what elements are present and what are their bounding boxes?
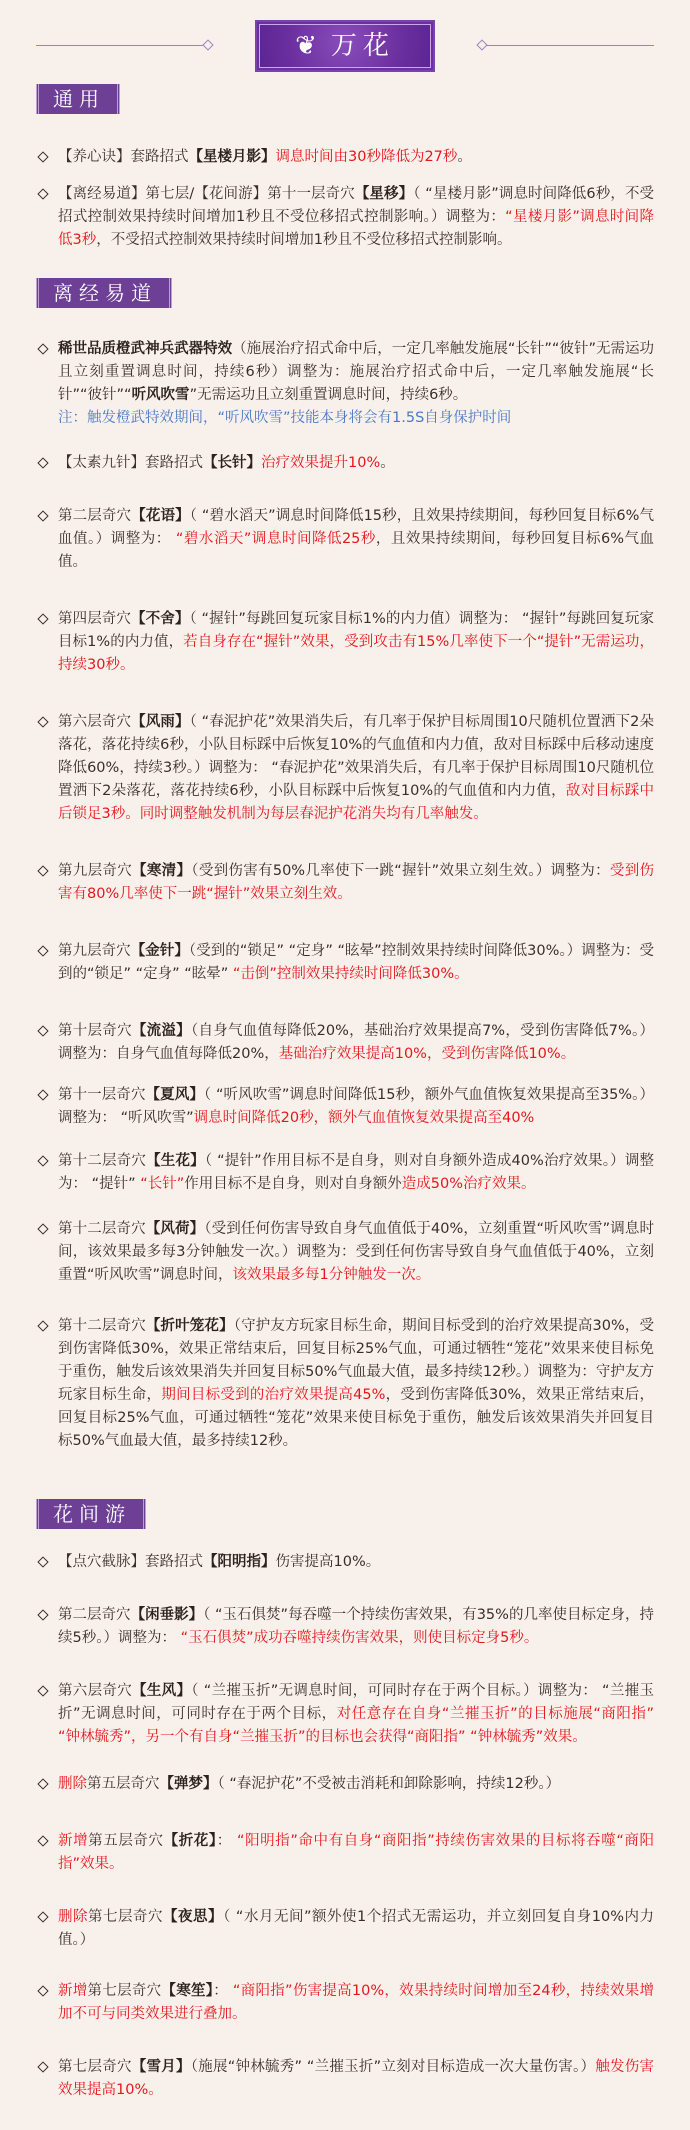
diamond-bullet-icon — [37, 1911, 48, 1922]
item-text: ”无需运功且立刻重置调息时间，持续6秒。 — [189, 387, 468, 403]
diamond-bullet-icon — [37, 1223, 48, 1234]
item-text: （ “提针”作用目标不是自身，则对自身额外造成40%治疗效果。）调整为： “提针” — [58, 1153, 655, 1192]
item-text: （ “听风吹雪”调息时间降低15秒，额外气血值恢复效果提高至35%。）调整为： “听风吹雪” — [58, 1087, 655, 1126]
list-item — [0, 940, 690, 986]
skill-name: 【星移】 — [354, 186, 414, 202]
list-item — [0, 146, 690, 169]
skill-name: 【生花】 — [146, 1153, 205, 1169]
page-header — [0, 0, 690, 80]
changed-text: 期间目标受到的治疗效果提高45% — [161, 1387, 386, 1403]
item-text: （受到任何伤害导致自身气血值低于40%，立刻重置“听风吹雪”调息时间，该效果最多每3分钟触发一次。）调整为：受到任何伤害导致自身气血值低于40%，立刻重置“听风吹雪”调息时间， — [58, 1221, 654, 1283]
item-text: 【太素九针】套路招式 — [58, 455, 203, 471]
diamond-bullet-icon — [37, 1609, 48, 1620]
item-text: （受到伤害有50%几率使下一跳“握针”效果立刻生效。）调整为： — [191, 863, 610, 879]
skill-name: 【风荷】 — [145, 1221, 205, 1237]
list-item — [0, 1020, 690, 1066]
item-text: ，不受招式控制效果持续时间增加1秒且不受位移招式控制影响。 — [96, 232, 512, 248]
changed-text: 基础治疗效果提高10%，受到伤害降低10%。 — [278, 1046, 576, 1062]
item-text: 第二层奇穴 — [58, 508, 132, 524]
item-text: （ “兰摧玉折”无调息时间，可同时存在于两个目标。）调整为： “兰摧玉折”无调息时间，可同时存在于两个目标， — [58, 1683, 654, 1722]
changed-text: 调息时间降低20秒，额外气血值恢复效果提高至40% — [193, 1110, 535, 1126]
diamond-ornament-left-icon — [202, 39, 213, 50]
list-item — [0, 505, 690, 574]
item-text: 第十二层奇穴 — [58, 1318, 146, 1334]
skill-name: 【雪月】 — [131, 2059, 191, 2075]
diamond-bullet-icon — [37, 716, 48, 727]
changed-text: “击倒”控制效果持续时间降低30%。 — [232, 966, 469, 982]
skill-name: 【流溢】 — [131, 1023, 191, 1039]
changed-text: “玉石俱焚”成功吞噬持续伤害效果，则使目标定身5秒。 — [180, 1630, 539, 1646]
skill-name: 【长针】 — [203, 455, 261, 471]
list-item — [0, 2056, 690, 2102]
item-note: 注：触发橙武特效期间，“听风吹雪”技能本身将会有1.5S自身保护时间 — [58, 410, 512, 426]
list-item — [0, 860, 690, 906]
item-text: （自身气血值每降低20%，基础治疗效果提高7%，受到伤害降低7%。）调整为：自身气血值每降低20%， — [58, 1023, 655, 1062]
changed-text: 新增 — [58, 1833, 89, 1849]
skill-name: 【生风】 — [132, 1683, 192, 1699]
item-text: 。 — [457, 149, 472, 165]
item-text: 。 — [380, 455, 395, 471]
list-item — [0, 1980, 690, 2026]
section-1 — [0, 278, 690, 1453]
item-text: 伤害提高10%。 — [275, 1554, 381, 1570]
item-text: 第六层奇穴 — [58, 714, 132, 730]
item-text: （ “春泥护花”效果消失后，有几率于保护目标周围10尺随机位置洒下2朵落花，落花持续6秒，小队目标踩中后恢复10%的气血值和内力值，敌对目标踩中后移动速度降低60%，持续3秒。）调整为： “春泥护花”效果消失后，有几率于保护目标周围10尺随机位置洒下2朵落花，落花持续6秒，小队目标踩中后恢复10%的气血值和内力值， — [58, 714, 655, 799]
item-text: 第十二层奇穴 — [58, 1153, 147, 1169]
item-text: （施展治疗招式命中后，一定几率触发施展“长针”“彼针”无需运功且立刻重置调息时间，持续6秒）调整为：施展治疗招式命中后，一定几率触发施展“长针”“彼针”“ — [58, 341, 655, 403]
skill-name: 【闲垂影】 — [130, 1607, 204, 1623]
changed-text: 调息时间由30秒降低为27秒 — [275, 149, 458, 165]
diamond-bullet-icon — [37, 151, 48, 162]
skill-name: 【夜思】 — [163, 1909, 224, 1925]
list-item — [0, 1551, 690, 1574]
diamond-bullet-icon — [37, 343, 48, 354]
skill-name: 【风雨】 — [131, 714, 190, 730]
item-text: ： — [213, 1983, 233, 1999]
changed-text: “阳明指”命中有自身“商阳指”持续伤害效果的目标将吞噬“商阳指”效果。 — [58, 1833, 655, 1872]
list-item — [0, 1218, 690, 1287]
diamond-bullet-icon — [37, 1685, 48, 1696]
changed-text: 受到伤害有80%几率使下一跳“握针”效果立刻生效。 — [58, 863, 655, 902]
diamond-bullet-icon — [37, 1778, 48, 1789]
item-text: ： — [216, 1833, 237, 1849]
item-text: （施展“钟林毓秀” “兰摧玉折”立刻对目标造成一次大量伤害。） — [190, 2059, 596, 2075]
section-heading: 花间游 — [36, 1499, 146, 1529]
skill-name: 【金针】 — [130, 943, 189, 959]
section-heading: 通用 — [36, 84, 120, 114]
changed-text: 该效果最多每1分钟触发一次。 — [232, 1267, 431, 1283]
diamond-bullet-icon — [37, 1155, 48, 1166]
list-item — [0, 1150, 690, 1196]
header-divider-left — [36, 45, 204, 46]
list-item — [0, 1084, 690, 1130]
item-text: （守护友方玩家目标生命，期间目标受到的治疗效果提高30%，受到伤害降低30%，效果正常结束后，回复目标25%气血，可通过牺牲“笼花”效果来使目标免于重伤，触发后该效果消失并回复目标50%气血最大值，最多持续12秒。）调整为：守护友方玩家目标生命， — [58, 1318, 655, 1403]
header-divider-right — [486, 45, 654, 46]
changed-text: 删除 — [58, 1776, 87, 1792]
skill-name: 【夏风】 — [145, 1087, 204, 1103]
changed-text: 新增 — [58, 1983, 88, 1999]
changed-text: 对任意存在自身“兰摧玉折”的目标施展“商阳指” “钟林毓秀”，另一个有自身“兰摧玉折”的目标也会获得“商阳指” “钟林毓秀”效果。 — [58, 1706, 655, 1745]
item-text: 第六层奇穴 — [58, 1683, 133, 1699]
item-text: 【养心诀】套路招式 — [58, 149, 189, 165]
skill-name: 【寒笙】 — [161, 1983, 214, 1999]
list-item — [0, 608, 690, 677]
skill-name: 听风吹雪 — [131, 387, 190, 403]
diamond-bullet-icon — [37, 1025, 48, 1036]
changed-text: “长针” — [140, 1176, 185, 1192]
list-item — [0, 1906, 690, 1952]
diamond-bullet-icon — [37, 188, 48, 199]
page-title: 万花 — [330, 30, 395, 61]
skill-name: 【阳明指】 — [203, 1554, 276, 1570]
item-text: （ “星楼月影”调息时间降低6秒，不受招式控制效果持续时间增加1秒且不受位移招式控制影响。）调整为： — [58, 186, 655, 225]
item-text: 第十层奇穴 — [58, 1023, 132, 1039]
skill-name: 【花语】 — [131, 508, 190, 524]
skill-name: 【折花】 — [163, 1833, 217, 1849]
item-text: 第四层奇穴 — [58, 611, 132, 627]
item-text: （ “握针”每跳回复玩家目标1%的内力值）调整为： “握针”每跳回复玩家目标1%的内力值， — [58, 611, 655, 650]
diamond-bullet-icon — [37, 865, 48, 876]
diamond-bullet-icon — [37, 457, 48, 468]
item-text: 作用目标不是自身，则对自身额外 — [184, 1176, 402, 1192]
item-text: 【离经易道】第七层/【花间游】第十一层奇穴 — [58, 186, 355, 202]
changed-text: “商阳指”伤害提高10%，效果持续时间增加至24秒，持续效果增加不可与同类效果进行叠加。 — [58, 1983, 655, 2022]
skill-name: 稀世品质橙武神兵武器特效 — [58, 341, 233, 357]
item-text: （ “水月无间”额外使1个招式无需运功，并立刻回复自身10%内力值。） — [58, 1909, 655, 1948]
list-item — [0, 1830, 690, 1876]
list-item — [0, 1315, 690, 1453]
diamond-bullet-icon — [37, 1985, 48, 1996]
item-text: 第十一层奇穴 — [58, 1087, 146, 1103]
item-text: 【点穴截脉】套路招式 — [58, 1554, 203, 1570]
section-heading: 离经易道 — [36, 278, 172, 308]
item-text: 第九层奇穴 — [58, 863, 133, 879]
item-text: 第二层奇穴 — [58, 1607, 131, 1623]
patch-notes-content — [0, 84, 690, 2102]
section-0 — [0, 84, 690, 252]
skill-name: 【星楼月影】 — [188, 149, 276, 165]
diamond-bullet-icon — [37, 1835, 48, 1846]
skill-name: 【寒清】 — [132, 863, 192, 879]
diamond-bullet-icon — [37, 510, 48, 521]
item-text: 第七层奇穴 — [87, 1983, 162, 1999]
changed-text: 敌对目标踩中后锁足3秒。同时调整触发机制为每层春泥护花消失均有几率触发。 — [58, 783, 654, 822]
item-text: （受到的“锁足” “定身” “眩晕”控制效果持续时间降低30%。）调整为：受到的“锁足” “定身” “眩晕” — [58, 943, 654, 982]
changed-text: 若自身存在“握针”效果，受到攻击有15%几率使下一个“提针”无需运功，持续30秒。 — [58, 634, 654, 673]
changed-text: “碧水滔天”调息时间降低25秒 — [175, 531, 376, 547]
list-item — [0, 1604, 690, 1650]
item-text: （ “碧水滔天”调息时间降低15秒，且效果持续期间，每秒回复目标6%气血值。）调整为： — [58, 508, 655, 547]
diamond-bullet-icon — [37, 1089, 48, 1100]
item-text: 第七层奇穴 — [58, 2059, 132, 2075]
item-text: 第十二层奇穴 — [58, 1221, 146, 1237]
diamond-bullet-icon — [37, 2061, 48, 2072]
list-item — [0, 1773, 690, 1796]
item-text: （ “玉石俱焚”每吞噬一个持续伤害效果，有35%的几率使目标定身，持续5秒。）调整为： — [58, 1607, 655, 1646]
list-item — [0, 1680, 690, 1749]
changed-text: 删除 — [58, 1909, 89, 1925]
changed-text: 治疗效果提升10% — [261, 455, 381, 471]
diamond-bullet-icon — [37, 945, 48, 956]
changed-text: 造成50%治疗效果。 — [401, 1176, 536, 1192]
item-text: 第七层奇穴 — [88, 1909, 164, 1925]
diamond-bullet-icon — [37, 1556, 48, 1567]
skill-name: 【折叶笼花】 — [145, 1318, 234, 1334]
skill-name: 【弹梦】 — [159, 1776, 218, 1792]
item-text: ，受到伤害降低30%，效果正常结束后，回复目标25%气血，可通过牺牲“笼花”效果来使目标免于重伤，触发后该效果消失并回复目标50%气血最大值，最多持续12秒。 — [58, 1387, 654, 1449]
list-item — [0, 711, 690, 826]
item-text: 第九层奇穴 — [58, 943, 131, 959]
item-text: 第五层奇穴 — [88, 1833, 164, 1849]
changed-text: 触发伤害效果提高10%。 — [58, 2059, 655, 2098]
list-item — [0, 183, 690, 252]
list-item — [0, 452, 690, 475]
item-text: （ “春泥护花”不受被击消耗和卸除影响，持续12秒。） — [217, 1776, 561, 1792]
diamond-bullet-icon — [37, 613, 48, 624]
item-text: ，且效果持续期间，每秒回复目标6%气血值。 — [58, 531, 654, 570]
changed-text: “星楼月影”调息时间降低3秒 — [58, 209, 654, 248]
skill-name: 【不舍】 — [131, 611, 190, 627]
section-2 — [0, 1499, 690, 2102]
flower-icon: ❦ — [295, 31, 317, 61]
title-plaque — [255, 20, 435, 72]
diamond-bullet-icon — [37, 1320, 48, 1331]
list-item — [0, 338, 690, 430]
item-text: 第五层奇穴 — [87, 1776, 160, 1792]
